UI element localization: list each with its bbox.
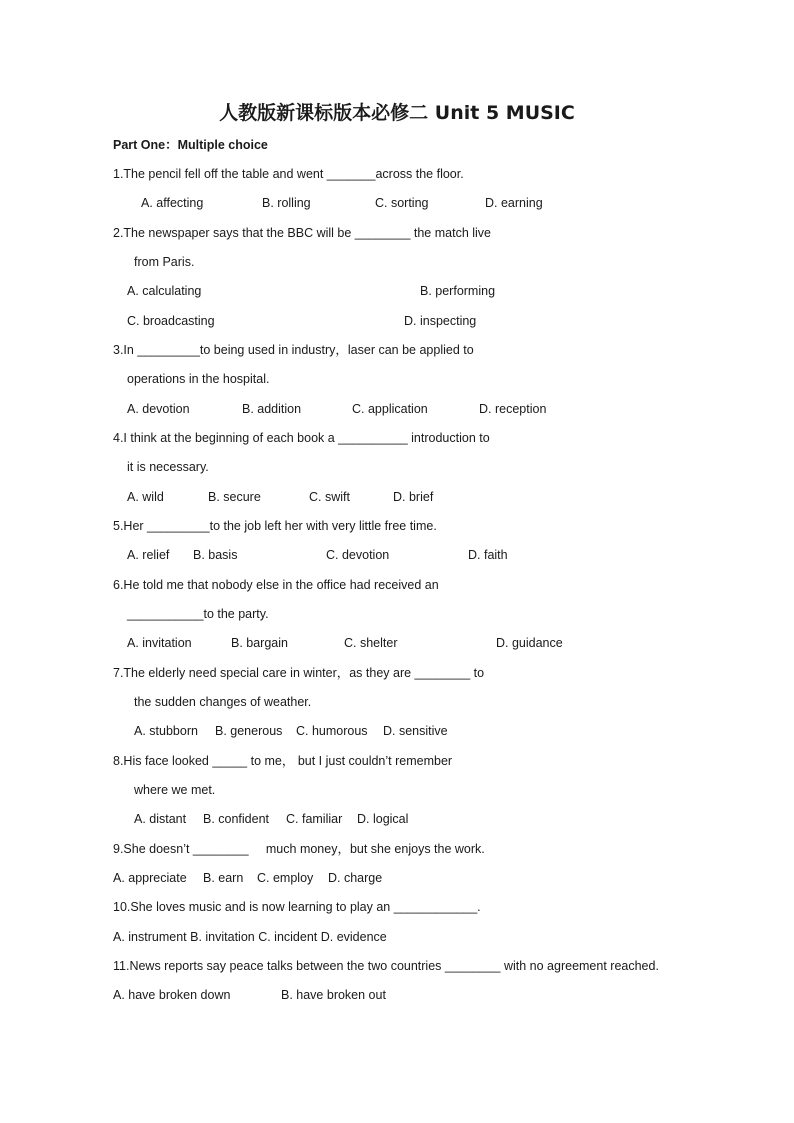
option-c: C. application: [352, 402, 428, 416]
question-stem-continued: operations in the hospital.: [127, 372, 270, 386]
option-b: B. performing: [420, 284, 496, 298]
option-c: C. humorous: [296, 724, 368, 738]
page-title: 人教版新课标版本必修二 Unit 5 MUSIC: [219, 102, 575, 124]
question-stem: 6.He told me that nobody else in the office had received an: [113, 578, 439, 592]
question-stem-continued: the sudden changes of weather.: [134, 695, 312, 709]
part-heading: Part One：Multiple choice: [113, 138, 268, 152]
option-d: D. inspecting: [404, 314, 477, 328]
question-stem: 7.The elderly need special care in winter，as they are ________ to: [113, 666, 485, 680]
option-d: D. earning: [485, 196, 543, 210]
option-d: D. brief: [393, 490, 434, 504]
question-stem: 2.The newspaper says that the BBC will be ________ the match live: [113, 226, 491, 240]
option-a: A. relief: [127, 548, 170, 562]
option-d: D. guidance: [496, 636, 563, 650]
option-c: C. sorting: [375, 196, 429, 210]
option-d: D. faith: [468, 548, 508, 562]
option-c: C. familiar: [286, 812, 343, 826]
option-a: A. have broken down: [113, 988, 231, 1002]
question-stem: 11.News reports say peace talks between the two countries ________ with no agreement reached.: [113, 959, 659, 973]
option-c: C. employ: [257, 871, 314, 885]
option-b: B. basis: [193, 548, 238, 562]
option-a: A. calculating: [127, 284, 202, 298]
option-b: B. addition: [242, 402, 302, 416]
question-stem: 4.I think at the beginning of each book a __________ introduction to: [113, 431, 490, 445]
option-b: B. rolling: [262, 196, 311, 210]
question-stem: 10.She loves music and is now learning to play an ____________.: [113, 900, 481, 914]
option-c: C. broadcasting: [127, 314, 215, 328]
options-line: A. instrument B. invitation C. incident D. evidence: [113, 930, 387, 944]
option-b: B. generous: [215, 724, 283, 738]
option-b: B. confident: [203, 812, 270, 826]
option-a: A. stubborn: [134, 724, 198, 738]
option-a: A. invitation: [127, 636, 192, 650]
option-d: D. reception: [479, 402, 547, 416]
question-stem: 9.She doesn’t ________ much money，but she enjoys the work.: [113, 842, 485, 856]
question-stem: 1.The pencil fell off the table and went _______across the floor.: [113, 167, 464, 181]
question-stem-continued: where we met.: [134, 783, 216, 797]
option-c: C. shelter: [344, 636, 398, 650]
option-a: A. devotion: [127, 402, 190, 416]
question-stem: 5.Her _________to the job left her with very little free time.: [113, 519, 437, 533]
option-c: C. swift: [309, 490, 350, 504]
option-b: B. secure: [208, 490, 261, 504]
option-a: A. wild: [127, 490, 164, 504]
option-a: A. distant: [134, 812, 187, 826]
option-b: B. earn: [203, 871, 244, 885]
question-stem: 8.His face looked _____ to me， but I just couldn’t remember: [113, 754, 453, 768]
option-c: C. devotion: [326, 548, 390, 562]
question-stem-continued: from Paris.: [134, 255, 195, 269]
question-stem-continued: it is necessary.: [127, 460, 209, 474]
option-b: B. have broken out: [281, 988, 386, 1002]
option-b: B. bargain: [231, 636, 288, 650]
question-stem-continued: ___________to the party.: [127, 607, 269, 621]
option-d: D. charge: [328, 871, 383, 885]
option-d: D. sensitive: [383, 724, 448, 738]
option-a: A. affecting: [141, 196, 204, 210]
option-d: D. logical: [357, 812, 409, 826]
option-a: A. appreciate: [113, 871, 187, 885]
question-stem: 3.In _________to being used in industry，laser can be applied to: [113, 343, 474, 357]
